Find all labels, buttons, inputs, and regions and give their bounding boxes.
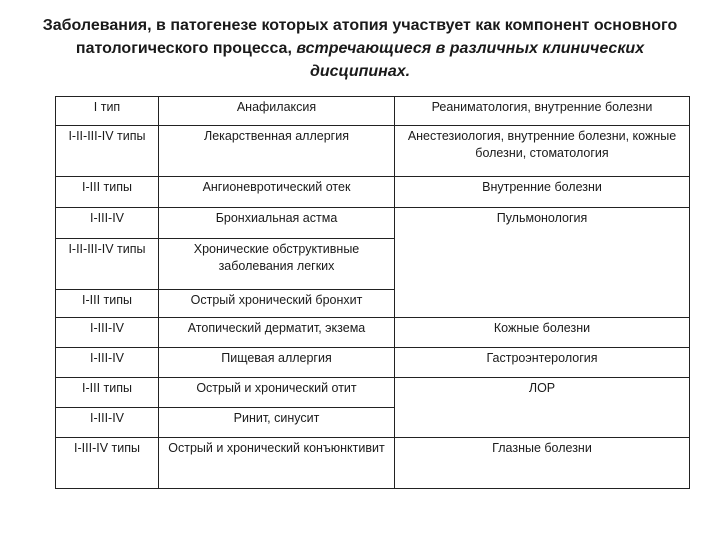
type-cell: I-III типы <box>56 378 159 408</box>
disease-cell: Анафилаксия <box>159 97 395 126</box>
disease-cell: Лекарственная аллергия <box>159 126 395 177</box>
type-cell: I-II-III-IV типы <box>56 126 159 177</box>
disease-cell: Пищевая аллергия <box>159 348 395 378</box>
discipline-cell: Внутренние болезни <box>395 177 690 208</box>
table-row <box>56 208 690 239</box>
type-cell: I-III-IV <box>56 408 159 438</box>
table-row <box>56 348 690 378</box>
disease-cell: Острый хронический бронхит <box>159 290 395 318</box>
table-row <box>56 438 690 489</box>
table-row <box>56 318 690 348</box>
allergy-disciplines-table <box>55 96 690 489</box>
table-row <box>56 378 690 408</box>
discipline-cell: Пульмонология <box>395 208 690 318</box>
type-cell: I тип <box>56 97 159 126</box>
type-cell: I-III-IV <box>56 348 159 378</box>
discipline-cell: Анестезиология, внутренние болезни, кожные болезни, стоматология <box>395 126 690 177</box>
type-cell: I-III типы <box>56 177 159 208</box>
table-row <box>56 177 690 208</box>
disease-cell: Ринит, синусит <box>159 408 395 438</box>
type-cell: I-III-IV <box>56 318 159 348</box>
disease-cell: Бронхиальная астма <box>159 208 395 239</box>
type-cell: I-III-IV типы <box>56 438 159 489</box>
discipline-cell: Кожные болезни <box>395 318 690 348</box>
type-cell: I-II-III-IV типы <box>56 239 159 290</box>
disease-cell: Хронические обструктивные заболевания легких <box>159 239 395 290</box>
title-italic: встречающиеся в различных клинических дисципинах. <box>296 40 645 80</box>
discipline-cell: Реаниматология, внутренние болезни <box>395 97 690 126</box>
page-title <box>30 14 690 83</box>
title-main: Заболевания, в патогенезе которых атопия участвует как компонент основного патологического процесса, <box>42 17 678 57</box>
disease-cell: Атопический дерматит, экзема <box>159 318 395 348</box>
discipline-cell: Глазные болезни <box>395 438 690 489</box>
disease-cell: Острый и хронический отит <box>159 378 395 408</box>
discipline-cell: Гастроэнтерология <box>395 348 690 378</box>
table-row <box>56 97 690 126</box>
type-cell: I-III-IV <box>56 208 159 239</box>
disease-cell: Ангионевротический отек <box>159 177 395 208</box>
disease-cell: Острый и хронический конъюнктивит <box>159 438 395 489</box>
table-row <box>56 126 690 177</box>
discipline-cell: ЛОР <box>395 378 690 438</box>
type-cell: I-III типы <box>56 290 159 318</box>
